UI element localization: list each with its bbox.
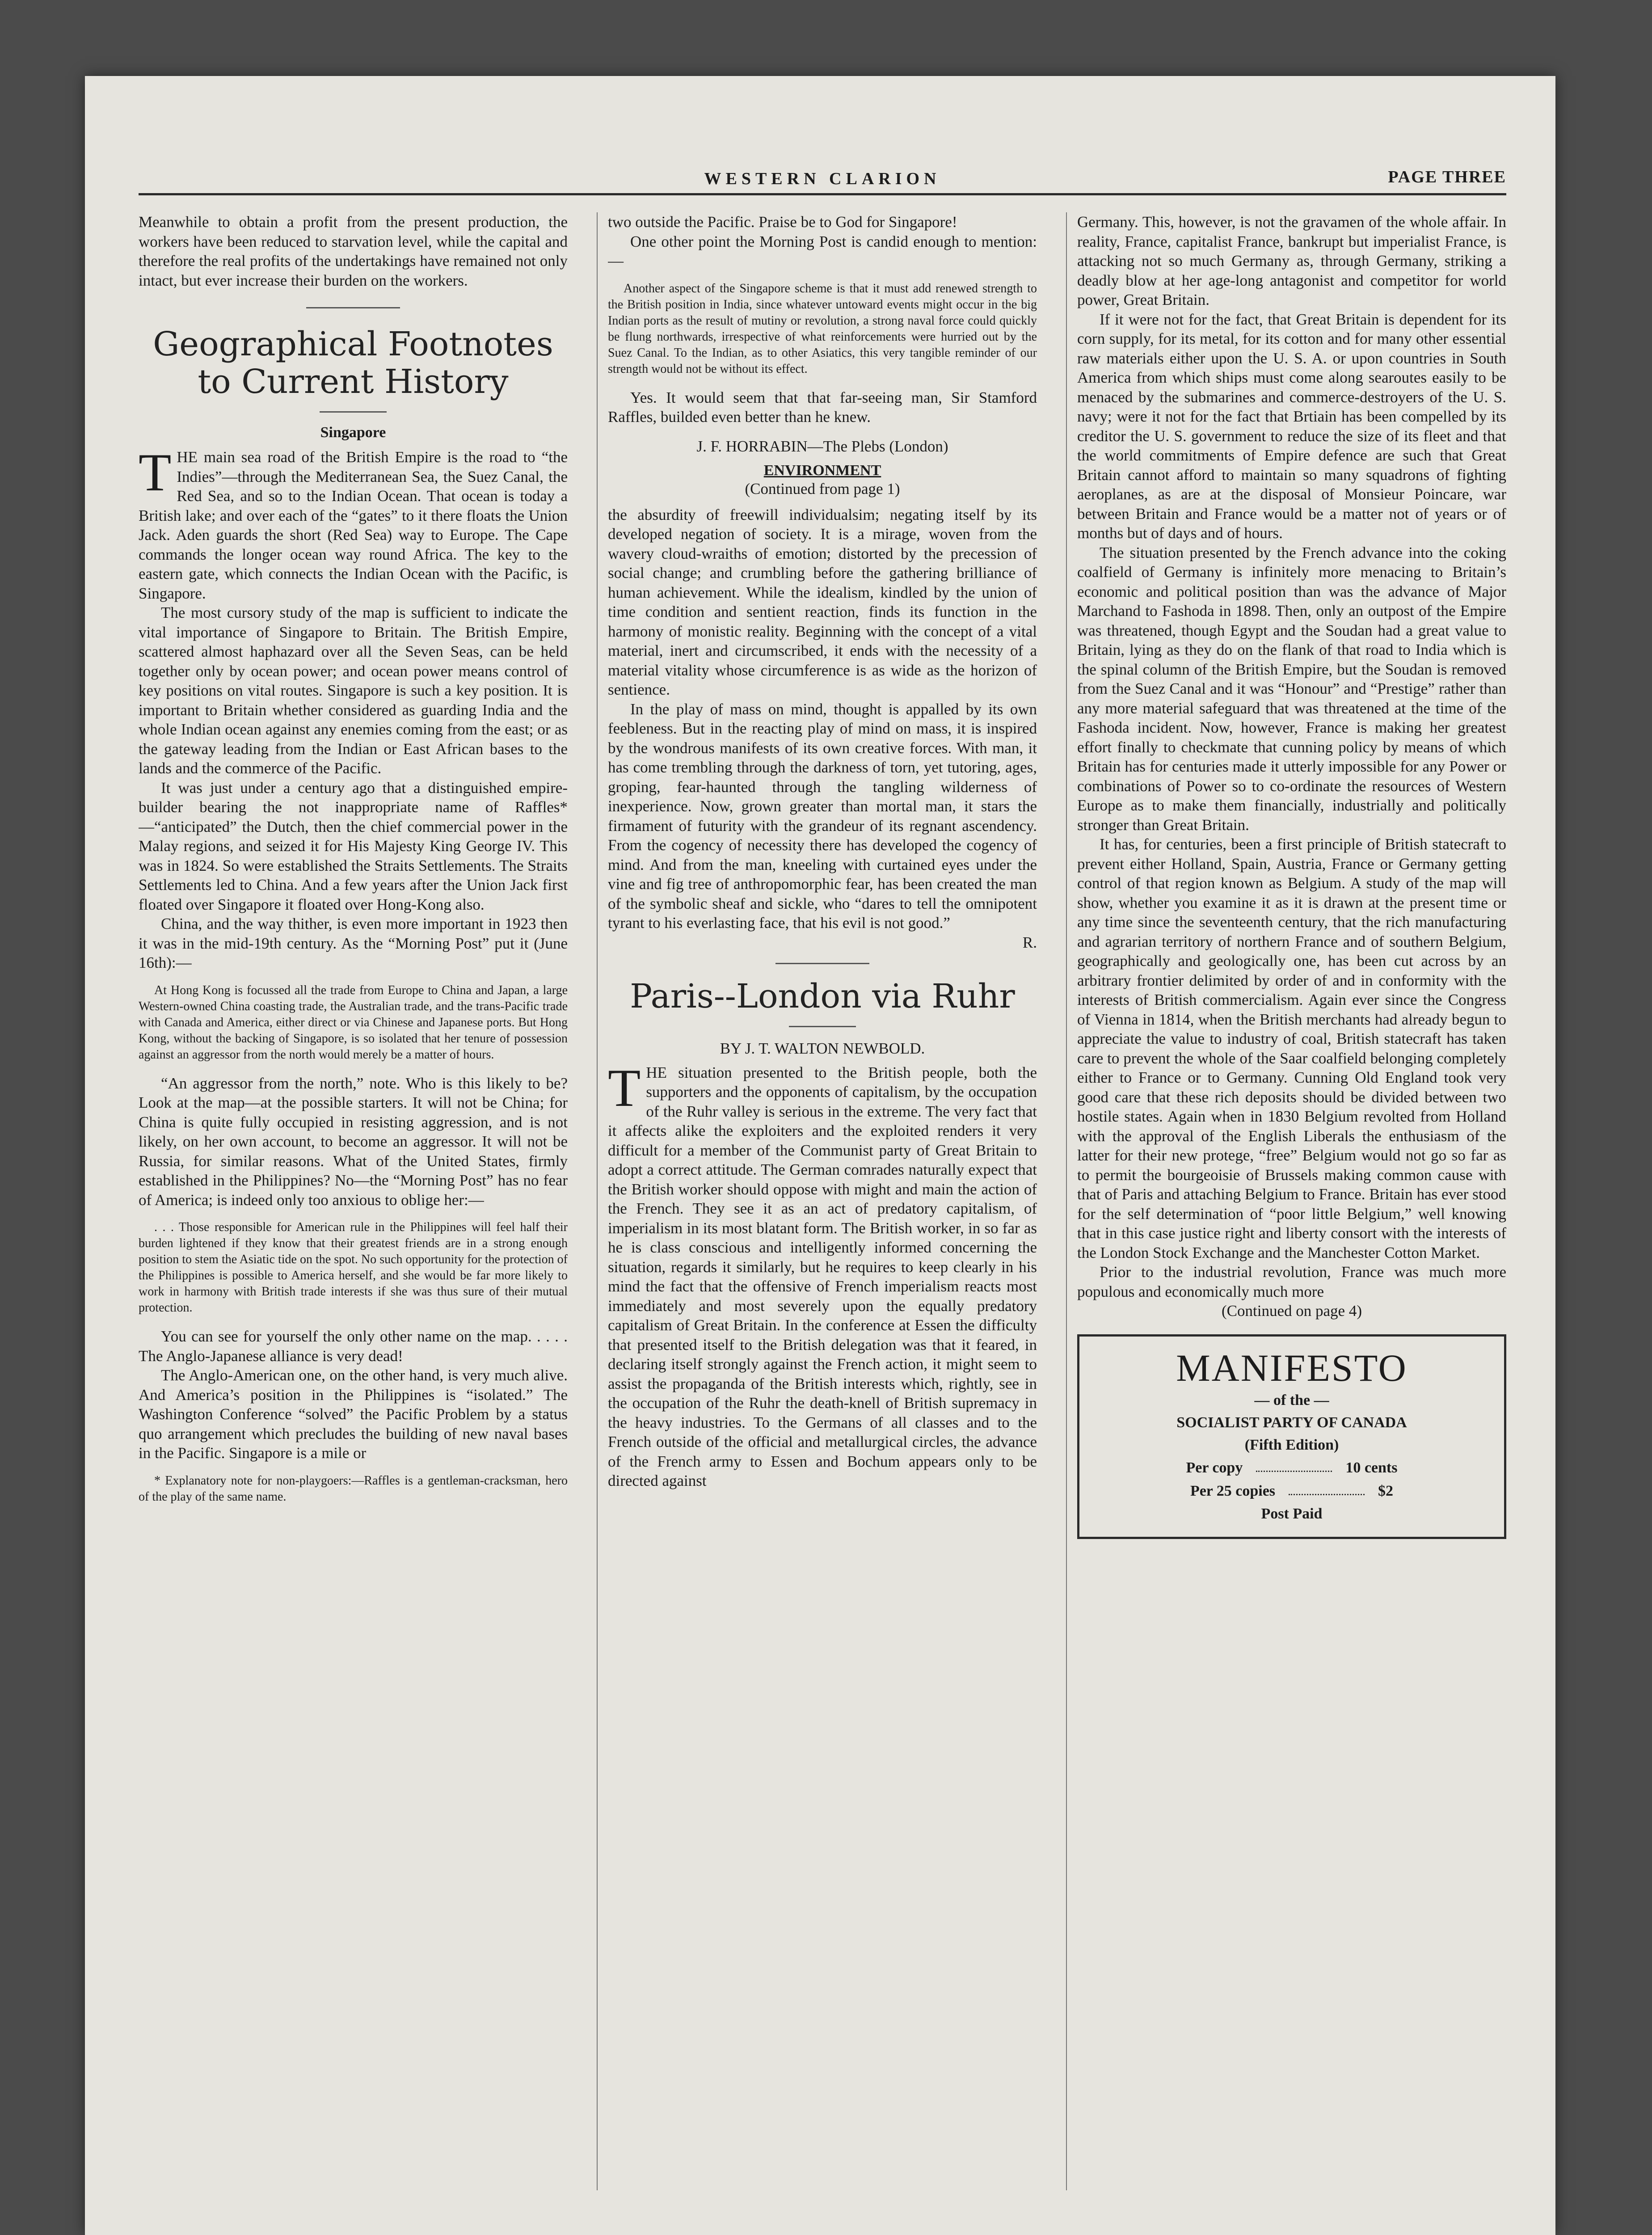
article-paragraph: China, and the way thither, is even more important in 1923 then it was in the mid-19th century. As the “Morning Post” put it (June 16th):— (139, 915, 568, 971)
block-quote: Another aspect of the Singapore scheme is that it must add renewed strength to the British position in India, since whatever untoward events might occur in the big Indian ports as the result of mutiny or revolution, a strong naval force could quickly be flung northwards, irrespective of what reinforcements were hurried out by the Suez Canal. To the Indian, as to other Asiatics, this very tangible reminder of our strength would not be without its effect. (608, 281, 1037, 376)
article-paragraph (139, 443, 568, 603)
ad-of-the: — of the — (1254, 1392, 1329, 1408)
drop-cap: T (139, 443, 172, 502)
ad-party: SOCIALIST PARTY OF CANADA (1176, 1414, 1407, 1431)
article-paragraph: It was just under a century ago that a distinguished empire-builder bearing the not inappropriate name of Raffles*—“anticipated” the Dutch, then the chief commercial power in the Malay regions, and seized it for His Majesty King George IV. This was in 1824. So were established the Straits Settlements. The Straits Settlements led to China. And a few years after the Union Jack first floated over Singapore it floated over Hong-Kong also. (139, 779, 568, 913)
article-paragraph: The situation presented by the French advance into the coking coalfield of Germany is infinitely more menacing to Britain’s economic and political position than was the advance of Major Marchand to Fashoda in 1898. Then, only an outpost of the Empire was threatened, though Egypt and the Soudan had a great value to Britain, lying as they do on the flank of that road to India which is the spinal column of the British Empire, but the Soudan is removed from the Suez Canal and it was “Honour” and “Prestige” rather than any more material safeguard that was threatened at the time of the Fashoda incident. Now, however, France is making her greatest effort finally to checkmate that cunning policy by means of which Britain has for centuries made it utterly impossible for any Power or combinations of Power so to co-ordinate the resources of Western Europe as to make them financially, industrially and politically stronger than Great Britain. (1077, 544, 1506, 834)
article-paragraph: The most cursory study of the map is sufficient to indicate the vital importance of Singapore to Britain. The British Empire, scattered almost haphazard over all the Seven Seas, can be held together only by ocean power; and ocean power means control of key positions on vital routes. Singapore is such a key position. It is important to Britain whether considered as guarding India and the whole Indian ocean against any enemies coming from the east; or as the gateway leading from the Indian or East African bases to the lands and the commerce of the Pacific. (139, 604, 568, 777)
column-one (139, 212, 568, 2204)
price-label: Per copy (1186, 1459, 1243, 1476)
article-paragraph: Prior to the industrial revolution, France was much more populous and economically much more (1077, 1263, 1506, 1300)
article-paragraph: “An aggressor from the north,” note. Who is this likely to be? Look at the map—at the possible starters. It will not be China; for China is quite fully occupied in resisting aggression, and is not likely, on her own account, to become an aggressor. It will not be Russia, for similar reasons. What of the United States, firmly established in the Philippines? No—the “Morning Post” has no fear of America; is indeed only too anxious to oblige her:— (139, 1074, 568, 1209)
column-rule-right (1066, 212, 1067, 2190)
article-headline: Geographical Footnotes to Current History (153, 325, 553, 401)
article-paragraph: If it were not for the fact, that Great Britain is dependent for its corn supply, for its metal, for its cotton and for many other essential raw materials either upon the U. S. A. or upon countries in South America from which ships must come along searoutes easily to be menaced by the submarines and commerce-destroyers of the U. S. navy; were it not for the fact that Brtiain has been compelled by its creditor the U. S. government to reduce the size of its fleet and that the world commitments of Empire defence are such that Great Britain cannot afford to maintain so many squadrons of fighting aeroplanes, as are at the disposal of Monsieur Poincare, war between Britain and France would be a matter not of years or of months but of days and of hours. (1077, 310, 1506, 542)
masthead: WESTERN CLARION (704, 169, 941, 188)
newspaper-page (85, 76, 1555, 2235)
article-paragraph: In the play of mass on mind, thought is appalled by its own feebleness. But in the reacting play of mind on mass, it is inspired by the wondrous manifests of its own creative forces. With man, it has come trembling through the darkness of torn, yet tutoring, ages, groping, fear-haunted through the tangling wilderness of inexperience. Now, grown greater than mortal man, it stars the firmament of futurity with the grandeur of its regnant ascendency. From the cogency of necessity there has developed the cogency of mind. And from the man, kneeling with curtained eyes under the vine and fig tree of anthropomorphic fear, has been created the man of the symbolic sheaf and sickle, who “dares to tell the omnipotent tyrant to his everlasting face, that his evil is not good.” (608, 700, 1037, 932)
continued-from: (Continued from page 1) (745, 480, 900, 498)
environment-title: ENVIRONMENT (763, 462, 881, 479)
page-header (139, 165, 1506, 195)
section-divider (775, 963, 869, 964)
column-rule-left (597, 212, 598, 2190)
ad-post-paid: Post Paid (1261, 1505, 1323, 1522)
article-paragraph: You can see for yourself the only other name on the map. . . . . The Anglo-Japanese alliance is very dead! (139, 1328, 568, 1365)
leader-dots (1289, 1480, 1365, 1495)
signature: R. (1022, 933, 1037, 951)
article-paragraph: Germany. This, however, is not the gravamen of the whole affair. In reality, France, capitalist France, bankrupt but imperialist France, is attacking not so much Germany as, through Germany, striking a deadly blow at her age-long antagonist and competitor for world power, Great Britain. (1077, 213, 1506, 308)
intro-paragraph: Meanwhile to obtain a profit from the present production, the workers have been reduced to starvation level, while the capital and therefore the real profits of the undertakings have remained not only intact, but ever increase their burden on the workers. (139, 213, 568, 289)
ad-title: MANIFESTO (1176, 1346, 1408, 1389)
price-row (1093, 1456, 1491, 1480)
article-subhead: Singapore (320, 424, 386, 441)
leader-dots (1256, 1456, 1332, 1472)
footnote: * Explanatory note for non-playgoers:—Raffles is a gentleman-cracksman, hero of the play of the same name. (139, 1473, 568, 1504)
price-row (1093, 1480, 1491, 1503)
byline: J. F. HORRABIN—The Plebs (London) (696, 437, 948, 455)
article-paragraph: two outside the Pacific. Praise be to God for Singapore! (608, 213, 957, 231)
article-paragraph: Yes. It would seem that that far-seeing man, Sir Stamford Raffles, builded even better than he knew. (608, 388, 1037, 426)
price-value: $2 (1378, 1482, 1394, 1499)
article-paragraph (608, 1058, 1037, 1491)
page-number-label: PAGE THREE (1388, 168, 1506, 186)
column-three (1077, 212, 1506, 2204)
article-paragraph: The Anglo-American one, on the other hand, is very much alive. And America’s position in the Philippines is “isolated.” The Washington Conference “solved” the Pacific Problem by a status quo arrangement which precludes the building of new naval bases in the Pacific. Singapore is a mile or (139, 1366, 568, 1462)
headline-divider (789, 1026, 856, 1027)
article-paragraph: the absurdity of freewill individualsim; negating itself by its developed negation of society. It is a mirage, woven from the wavery cloud-wraiths of emotion; distorted by the precession of social change; and crumbling before the gathering brilliance of human achievement. While the idealism, kindled by the union of time condition and sentient reaction, finds its function in the harmony of monistic reality. Beginning with the concept of a vital material, inert and circumscribed, it ends with the necessity of a material vitality whose circumference is as wide as the horizon of sentience. (608, 506, 1037, 698)
byline: BY J. T. WALTON NEWBOLD. (720, 1040, 925, 1057)
paragraph-text: HE situation presented to the British people, both the supporters and the opponents of capitalism, by the occupation of the Ruhr valley is serious in the extreme. The very fact that it affects alike the exploiters and the exploited renders it very difficult for a member of the Communist party of Great Britain to adopt a correct attitude. The German comrades naturally expect that the British worker should oppose with might and main the action of the French. They see it as an act of predatory capitalism, of imperialism in its most blatant form. The British worker, in so far as he is class conscious and intelligently informed concerning the situation, regards it similarly, but he requires to keep clearly in his mind the fact that the offensive of French imperialism reacts most immediately and most severely upon the equally predatory capitalism of Great Britain. In the conference at Essen the difficulty that presented itself to the British delegation was that it feared, in declaring itself strongly against the French action, it might seem to assist the propaganda of the British interests which, rightly, see in the occupation of the Ruhr the death-knell of British supremacy in the heavy industries. To the Germans of all classes and to the French outside of the official and metallurgical circles, the advance of the French army to Essen and Bochum appears only to be directed against (608, 1063, 1037, 1489)
price-value: 10 cents (1345, 1459, 1398, 1476)
block-quote: At Hong Kong is focussed all the trade from Europe to China and Japan, a large Western-owned China coasting trade, the Australian trade, and the trans-Pacific trade with Canada and America, either direct or via Chinese and Japanese ports. But Hong Kong, without the backing of Singapore, is so isolated that her tenure of possession against an aggressor from the north would merely be a matter of hours. (139, 983, 568, 1062)
ad-edition: (Fifth Edition) (1244, 1436, 1339, 1453)
price-label: Per 25 copies (1190, 1482, 1276, 1499)
article-paragraph: It has, for centuries, been a first principle of British statecraft to prevent either Holland, Spain, Austria, France or Germany getting control of that region known as Belgium. A study of the map will show, whether you examine it as it is drawn at the present time or any time since the seventeenth century, that the rich manufacturing and agrarian territory of northern France and of southern Belgium, geographically and geologically one, has been cut across by an arbitrary frontier delimited by order of and in conformity with the interests of British commercialism. Again ever since the Congress of Vienna in 1814, when the British merchants had already begun to appreciate the value to industry of coal, British statecraft has taken care to prevent the whole of the Saar coalfield belonging completely either to France or to Germany. Cunning Old England took very good care that these rich deposits should be divided between two hostile states. Again when in 1830 Belgium revolted from Holland with the approval of the English Liberals the enthusiasm of the latter for their new protege, “free” Belgium would not go so far as to permit the bourgeoisie of Brussels making common cause with that of Paris and attaching Belgium to France. Britain has ever stood for the self determination of “poor little Belgium,” well knowing that in this case justice right and liberty consort with the interests of the London Stock Exchange and the Manchester Cotton Market. (1077, 835, 1506, 1261)
headline-divider (320, 411, 387, 413)
drop-cap: T (608, 1058, 641, 1118)
paragraph-text: HE main sea road of the British Empire is the road to “the Indies”—through the Mediterranean Sea, the Suez Canal, the Red Sea, and so to the Indian Ocean. That ocean is today a British lake; and over each of the “gates” to it there floats the Union Jack. Aden guards the short (Red Sea) way to Europe. The Cape commands the longer ocean way round Africa. The key to the eastern gate, which connects the Indian Ocean with the Pacific, is Singapore. (139, 448, 568, 602)
continued-on: (Continued on page 4) (1222, 1302, 1362, 1320)
section-divider (306, 307, 400, 308)
manifesto-ad (1077, 1334, 1506, 1539)
column-two (608, 212, 1037, 2204)
block-quote: . . . Those responsible for American rule in the Philippines will feel half their burden lightened if they know that their greatest friends are in a strong enough position to stem the Asiatic tide on the spot. No such opportunity for the protection of the Philippines is possible to America herself, and she would be far more likely to work in harmony with British trade interests if she was thus sure of their mutual protection. (139, 1220, 568, 1315)
article-paragraph: One other point the Morning Post is candid enough to mention:— (608, 232, 1037, 270)
article-headline: Paris--London via Ruhr (630, 977, 1015, 1016)
page-content (139, 165, 1506, 2204)
